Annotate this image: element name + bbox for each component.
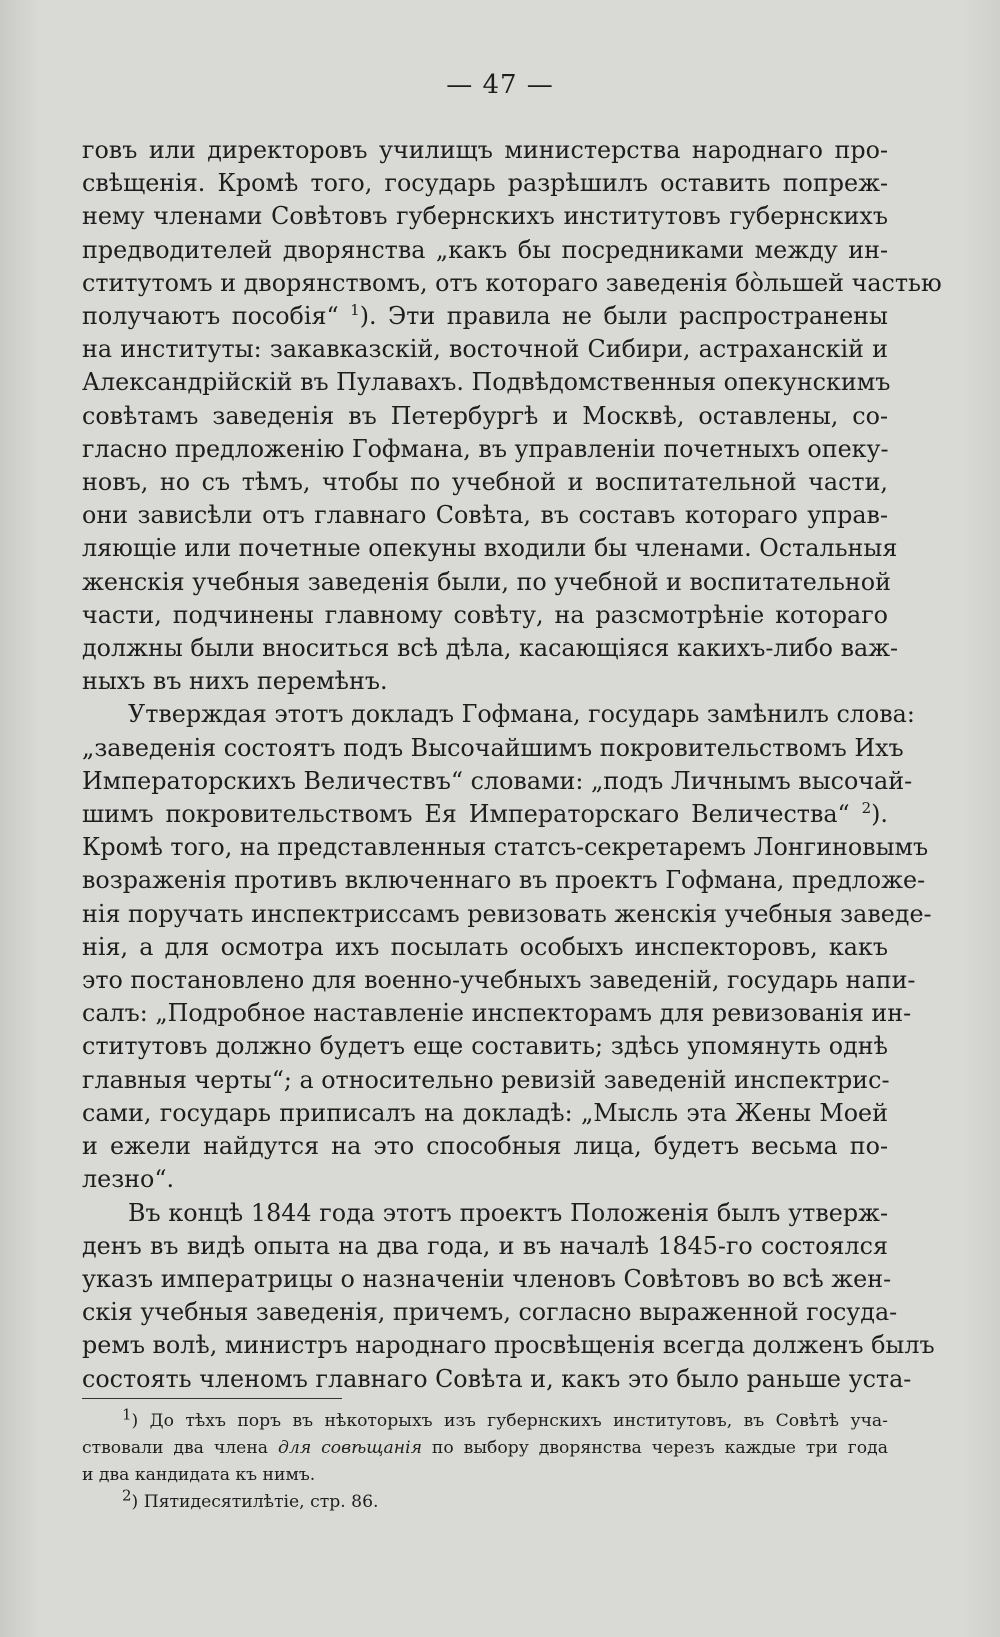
- paragraph-2: [82, 698, 932, 1196]
- text-line: состоять членомъ главнаго Совѣта и, какъ это было раньше уста-: [82, 1364, 912, 1393]
- main-text: [82, 134, 942, 1396]
- text-line: Въ концѣ 1844 года этотъ проектъ Положенія былъ утверж-: [128, 1198, 888, 1227]
- text-line: скія учебныя заведенія, причемъ, согласно выраженной госуда-: [82, 1298, 898, 1327]
- text-line: ститутовъ должно будетъ еще составить; здѣсь упомянуть однѣ: [82, 1032, 888, 1061]
- text-line: они зависѣли отъ главнаго Совѣта, въ составъ котораго управ-: [82, 501, 888, 530]
- text-line: части, подчинены главному совѣту, на разсмотрѣніе котораго: [82, 600, 888, 629]
- footnote-1-line: [82, 1435, 888, 1462]
- text-line-with-footnote: [82, 300, 888, 333]
- text-line: Александрійскій въ Пулавахъ. Подвѣдомственныя опекунскимъ: [82, 368, 891, 397]
- footnote-text: ) До тѣхъ поръ въ нѣкоторыхъ изъ губернскихъ институтовъ, въ Совѣтѣ уча-: [131, 1411, 888, 1431]
- text-line: ныхъ въ нихъ перемѣнъ.: [82, 667, 388, 696]
- text-line: ститутомъ и дворянствомъ, отъ котораго заведенія бо̀льшей частью: [82, 268, 942, 297]
- text-line: Кромѣ того, на представленныя статсъ-секретаремъ Лонгиновымъ: [82, 833, 929, 862]
- text-line: на институты: закавказскій, восточной Сибири, астраханскій и: [82, 335, 888, 364]
- footnote-marker: 2: [122, 1486, 132, 1505]
- text-line: женскія учебныя заведенія были, по учебной и воспитательной: [82, 567, 891, 596]
- footnote-text: ствовали два члена: [82, 1438, 278, 1458]
- footnote-text: по выбору дворянства черезъ каждые три года: [421, 1438, 888, 1458]
- text-line: нему членами Совѣтовъ губернскихъ институтовъ губернскихъ: [82, 202, 888, 231]
- text-line: ляющіе или почетные опекуны входили бы членами. Остальныя: [82, 534, 898, 563]
- text-line: совѣтамъ заведенія въ Петербургѣ и Москвѣ, оставлены, со-: [82, 401, 888, 430]
- text-line: новъ, но съ тѣмъ, чтобы по учебной и воспитательной части,: [82, 468, 888, 497]
- footnote-emphasis: для совѣщанія: [277, 1438, 422, 1458]
- text-fragment: ).: [871, 800, 888, 829]
- text-fragment: получаютъ пособія“: [82, 302, 339, 331]
- text-line: нія, а для осмотра ихъ посылать особыхъ инспекторовъ, какъ: [82, 932, 888, 961]
- text-line: салъ: „Подробное наставленіе инспекторамъ для ревизованія ин-: [82, 999, 912, 1028]
- text-line: указъ императрицы о назначеніи членовъ Совѣтовъ во всѣ жен-: [82, 1264, 892, 1293]
- text-line: предводителей дворянства „какъ бы посредниками между ин-: [82, 235, 888, 264]
- footnote-1-line: [82, 1405, 888, 1435]
- text-line: это постановлено для военно-учебныхъ заведеній, государь напи-: [82, 966, 916, 995]
- text-line: главныя черты“; а относительно ревизій заведеній инспектрис-: [82, 1065, 890, 1094]
- text-fragment: шимъ покровительствомъ Ея Императорскаго Величества“: [82, 800, 850, 829]
- text-fragment: ). Эти правила не были распространены: [359, 302, 888, 331]
- footnote-reference: 1: [350, 301, 360, 320]
- footnote-1-line: и два кандидата къ нимъ.: [82, 1465, 316, 1485]
- text-line: нія поручать инспектриссамъ ревизовать женскія учебныя заведе-: [82, 899, 932, 928]
- text-line: ремъ волѣ, министръ народнаго просвѣщенія всегда долженъ былъ: [82, 1331, 935, 1360]
- text-line: Утверждая этотъ докладъ Гофмана, государь замѣнилъ слова:: [128, 700, 915, 729]
- text-line: возраженія противъ включеннаго въ проектъ Гофмана, предложе-: [82, 866, 926, 895]
- footnote-2-line: [82, 1486, 888, 1516]
- footnote-divider: [82, 1398, 342, 1399]
- page-number: — 47 —: [446, 70, 554, 100]
- text-line: гласно предложенію Гофмана, въ управленіи почетныхъ опеку-: [82, 434, 889, 463]
- paragraph-3: [82, 1197, 935, 1396]
- footnote-text: ) Пятидесятилѣтіе, стр. 86.: [131, 1492, 379, 1512]
- text-line: говъ или директоровъ училищъ министерства народнаго про-: [82, 136, 888, 164]
- text-line: сами, государь приписалъ на докладѣ: „Мысль эта Жены Моей: [82, 1098, 888, 1127]
- text-line: Императорскихъ Величествъ“ словами: „подъ Личнымъ высочай-: [82, 766, 913, 795]
- paragraph-1: [82, 134, 942, 698]
- text-line: лезно“.: [82, 1165, 175, 1194]
- text-line: свѣщенія. Кромѣ того, государь разрѣшилъ оставить попреж-: [82, 169, 888, 198]
- text-line: должны были вноситься всѣ дѣла, касающіяся какихъ-либо важ-: [82, 634, 899, 663]
- footnote-reference: 2: [861, 799, 872, 818]
- text-line: денъ въ видѣ опыта на два года, и въ началѣ 1845-го состоялся: [82, 1231, 888, 1260]
- text-line: и ежели найдутся на это способныя лица, будетъ весьма по-: [82, 1132, 888, 1161]
- text-line: „заведенія состоятъ подъ Высочайшимъ покровительствомъ Ихъ: [82, 733, 904, 762]
- text-line-with-footnote: [82, 798, 888, 831]
- footnote-marker: 1: [122, 1405, 132, 1424]
- footnotes: [82, 1405, 888, 1516]
